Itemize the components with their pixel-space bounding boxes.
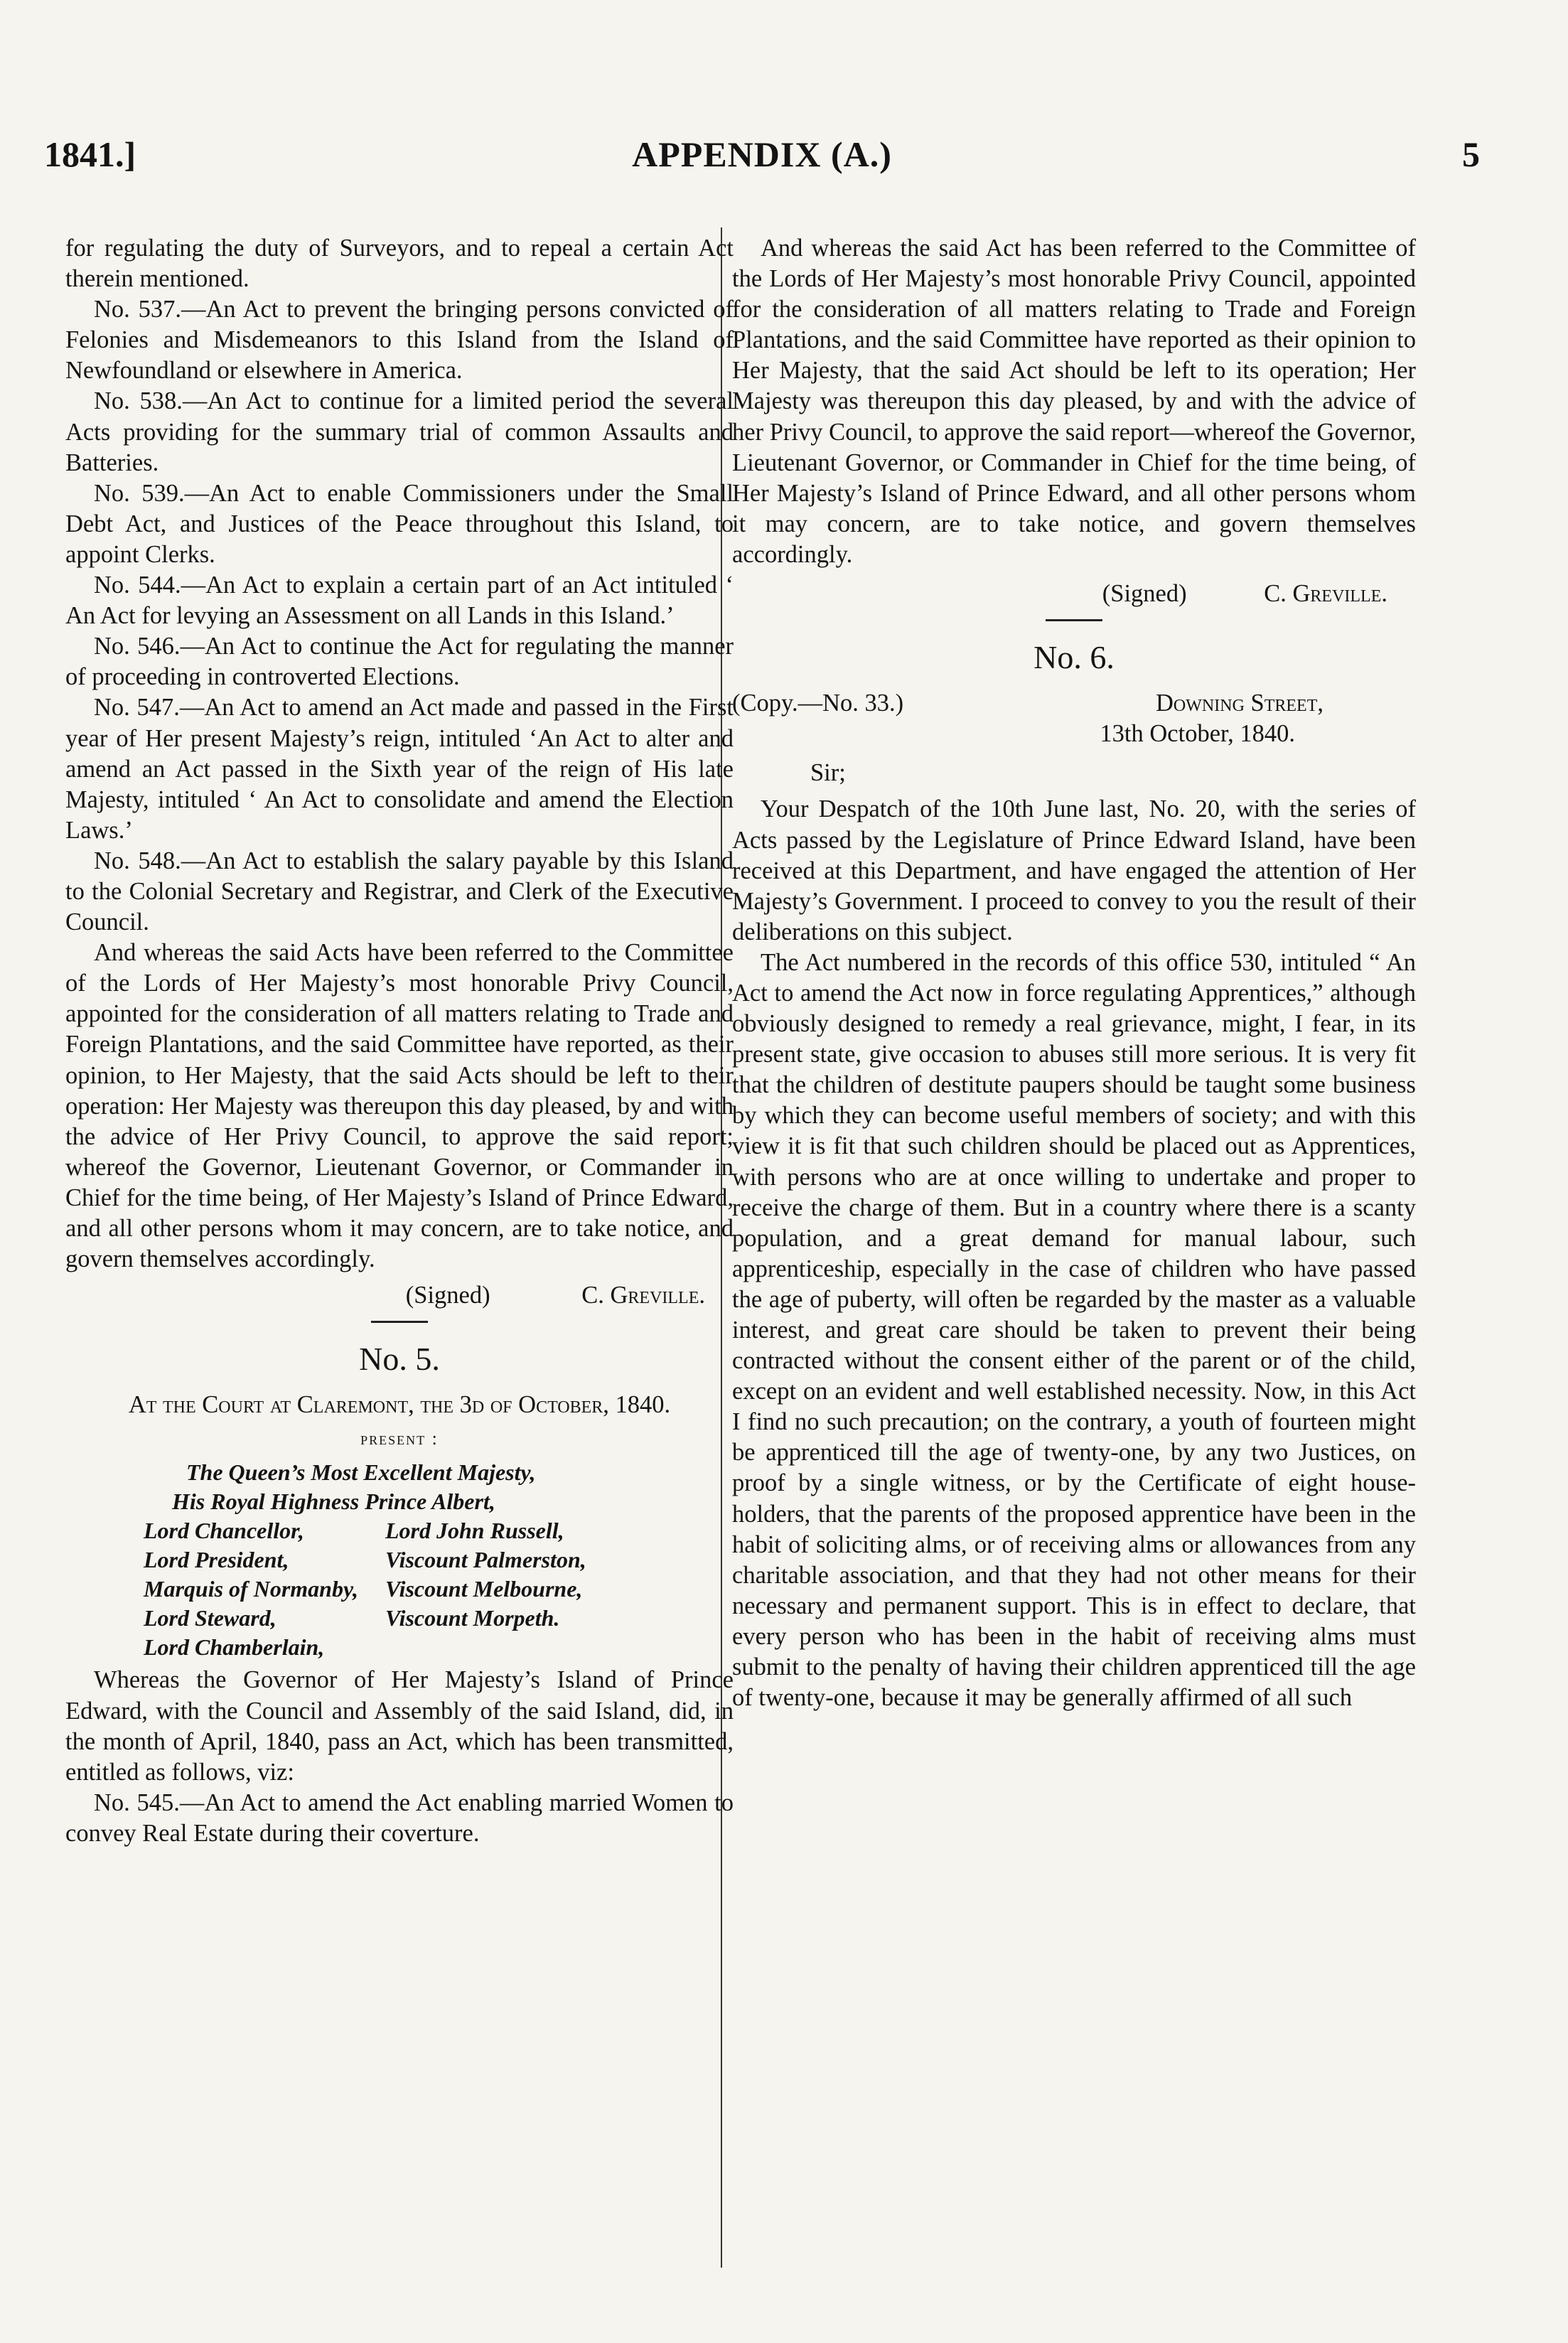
attendee: Lord Steward, xyxy=(144,1605,276,1631)
signer-name: C. Greville. xyxy=(581,1282,705,1309)
act-545: No. 545.—An Act to amend the Act enabling married Women to convey Real Estate during their coverture. xyxy=(65,1789,734,1847)
act-530-paragraph: The Act numbered in the records of this office 530, intituled “ An Act to amend the Act now in force regulating Apprentices,” although obviously designed to remedy a real grievance, might, I fear, in its present state, give occasion to abuses still more serious. It is very fit that the children of destitute paupers should be taught some business by which they can become useful members of society; and with this view it is fit that such children should be placed out as Apprentices, with persons who are at once willing to undertake and proper to receive the charge of them. But in a country where there is a scanty population, and a great demand for manual labour, such apprenticeship, especially in the case of children who have passed the age of puberty, will often be regarded by the master as a valuable interest, and great care should be taken to prevent their being contracted without the consent either of the parent or of the child, except on an evident and well established necessity. Now, in this Act I find no such precaution; on the contrary, a youth of fourteen might be apprenticed till the age of twenty-one, by any two Justices, on proof by a single witness, or by the Certificate of eight house-holders, that the parents of the proposed apprentice have been in the habit of soliciting alms, or of receiving alms or allowances from any charitable association, and that they had not other means for their necessary and permanent support. This is in effect to declare, that every person who has been in the habit of receiving alms must submit to the penalty of having their children apprenticed till the age of twenty-one, because it may be generally affirmed of all such xyxy=(732,948,1416,1712)
attendee-list xyxy=(65,1458,734,1662)
page-header xyxy=(44,134,1480,191)
right-column xyxy=(732,233,1416,1713)
header-year: 1841.] xyxy=(44,134,136,174)
whereas-paragraph: And whereas the said Acts have been referred to the Committee of the Lords of Her Majesty’s most honorable Privy Council, appointed for the consideration of all matters relating to Trade and Foreign Plantations, and the said Committee have reported, as their opinion, to Her Majesty, that the said Acts should be left to their operation: Her Majesty was thereupon this day pleased, by and with the advice of Her Privy Council, to approve the said report; whereof the Governor, Lieutenant Governor, or Commander in Chief for the time being, of Her Majesty’s Island of Prince Edward, and all other persons whom it may concern, are to take notice, and govern themselves accordingly. xyxy=(65,939,734,1273)
attendee: Viscount Melbourne, xyxy=(385,1576,583,1602)
whereas-paragraph: And whereas the said Act has been referred to the Committee of the Lords of Her Majesty’s most honorable Privy Council, appointed for the consideration of all matters relating to Trade and Foreign Plantations, and the said Committee have reported as their opinion to Her Majesty, that the said Act should be left to its operation; Her Majesty was thereupon this day pleased, by and with the advice of her Privy Council, to approve the said report—whereof the Governor, Lieutenant Governor, or Commander in Chief for the time being, of Her Majesty’s Island of Prince Edward, and all other persons whom it may concern, are to take notice, and govern themselves accordingly. xyxy=(732,235,1416,568)
section-heading: No. 6. xyxy=(1033,639,1115,676)
attendee: Lord Chamberlain, xyxy=(144,1634,325,1661)
signature-line xyxy=(732,579,1416,609)
copy-reference: (Copy.—No. 33.) xyxy=(732,690,904,717)
left-column xyxy=(65,233,734,1849)
attendee: Viscount Palmerston, xyxy=(385,1547,586,1573)
page-number: 5 xyxy=(1462,134,1480,174)
copy-reference-line xyxy=(732,688,1416,719)
attendee: Marquis of Normanby, xyxy=(144,1576,358,1602)
act-544: No. 544.—An Act to explain a certain part of an Act intituled ‘ An Act for levying an Assessment on all Lands in this Island.’ xyxy=(65,572,734,630)
signature-line xyxy=(65,1280,734,1311)
attendee: His Royal Highness Prince Albert, xyxy=(172,1489,495,1515)
act-546: No. 546.—An Act to continue the Act for regulating the manner of proceeding in controverted Elections. xyxy=(65,633,734,691)
despatch-paragraph: Your Despatch of the 10th June last, No. 20, with the series of Acts passed by the Legislature of Prince Edward Island, have been received at this Department, and have engaged the attention of Her Majesty’s Government. I proceed to convey to you the result of their deliberations on this subject. xyxy=(732,795,1416,945)
paragraph: for regulating the duty of Surveyors, and to repeal a certain Act therein mentioned. xyxy=(65,235,734,293)
court-line: At the Court at Claremont, the 3d of October, 1840. xyxy=(128,1391,671,1419)
attendee: Lord President, xyxy=(144,1547,289,1573)
section-rule xyxy=(371,1321,428,1323)
header-title: APPENDIX (A.) xyxy=(632,134,892,174)
act-537: No. 537.—An Act to prevent the bringing persons convicted of Felonies and Misdemeanors to this Island from the Island of Newfoundland or elsewhere in America. xyxy=(65,296,734,385)
act-539: No. 539.—An Act to enable Commissioners under the Small Debt Act, and Justices of the Peace throughout this Island, to appoint Clerks. xyxy=(65,479,734,568)
act-548: No. 548.—An Act to establish the salary payable by this Island to the Colonial Secretary and Registrar, and Clerk of the Executive Council. xyxy=(65,847,734,936)
attendee: The Queen’s Most Excellent Majesty, xyxy=(186,1459,536,1486)
signed-label: (Signed) xyxy=(405,1282,490,1309)
present-label: present : xyxy=(360,1428,439,1449)
section-heading: No. 5. xyxy=(359,1341,440,1378)
section-rule xyxy=(1046,619,1102,621)
act-538: No. 538.—An Act to continue for a limited period the several Acts providing for the summary trial of common Assaults and Batteries. xyxy=(65,387,734,476)
signer-name: C. Greville. xyxy=(1264,580,1387,608)
salutation: Sir; xyxy=(810,759,846,787)
act-547: No. 547.—An Act to amend an Act made and passed in the First year of Her present Majesty’s reign, intituled ‘An Act to alter and amend an Act passed in the Sixth year of the reign of His late Majesty, intituled ‘ An Act to consolidate and amend the Election Laws.’ xyxy=(65,694,734,844)
signed-label: (Signed) xyxy=(1102,580,1187,608)
letter-place: Downing Street, xyxy=(1156,690,1323,717)
letter-date: 13th October, 1840. xyxy=(1100,720,1295,748)
attendee: Lord Chancellor, xyxy=(144,1518,304,1544)
attendee: Viscount Morpeth. xyxy=(385,1605,560,1631)
attendee: Lord John Russell, xyxy=(385,1518,564,1544)
whereas-governor-paragraph: Whereas the Governor of Her Majesty’s Island of Prince Edward, with the Council and Assembly of the said Island, did, in the month of April, 1840, pass an Act, which has been transmitted, entitled as follows, viz: xyxy=(65,1666,734,1786)
